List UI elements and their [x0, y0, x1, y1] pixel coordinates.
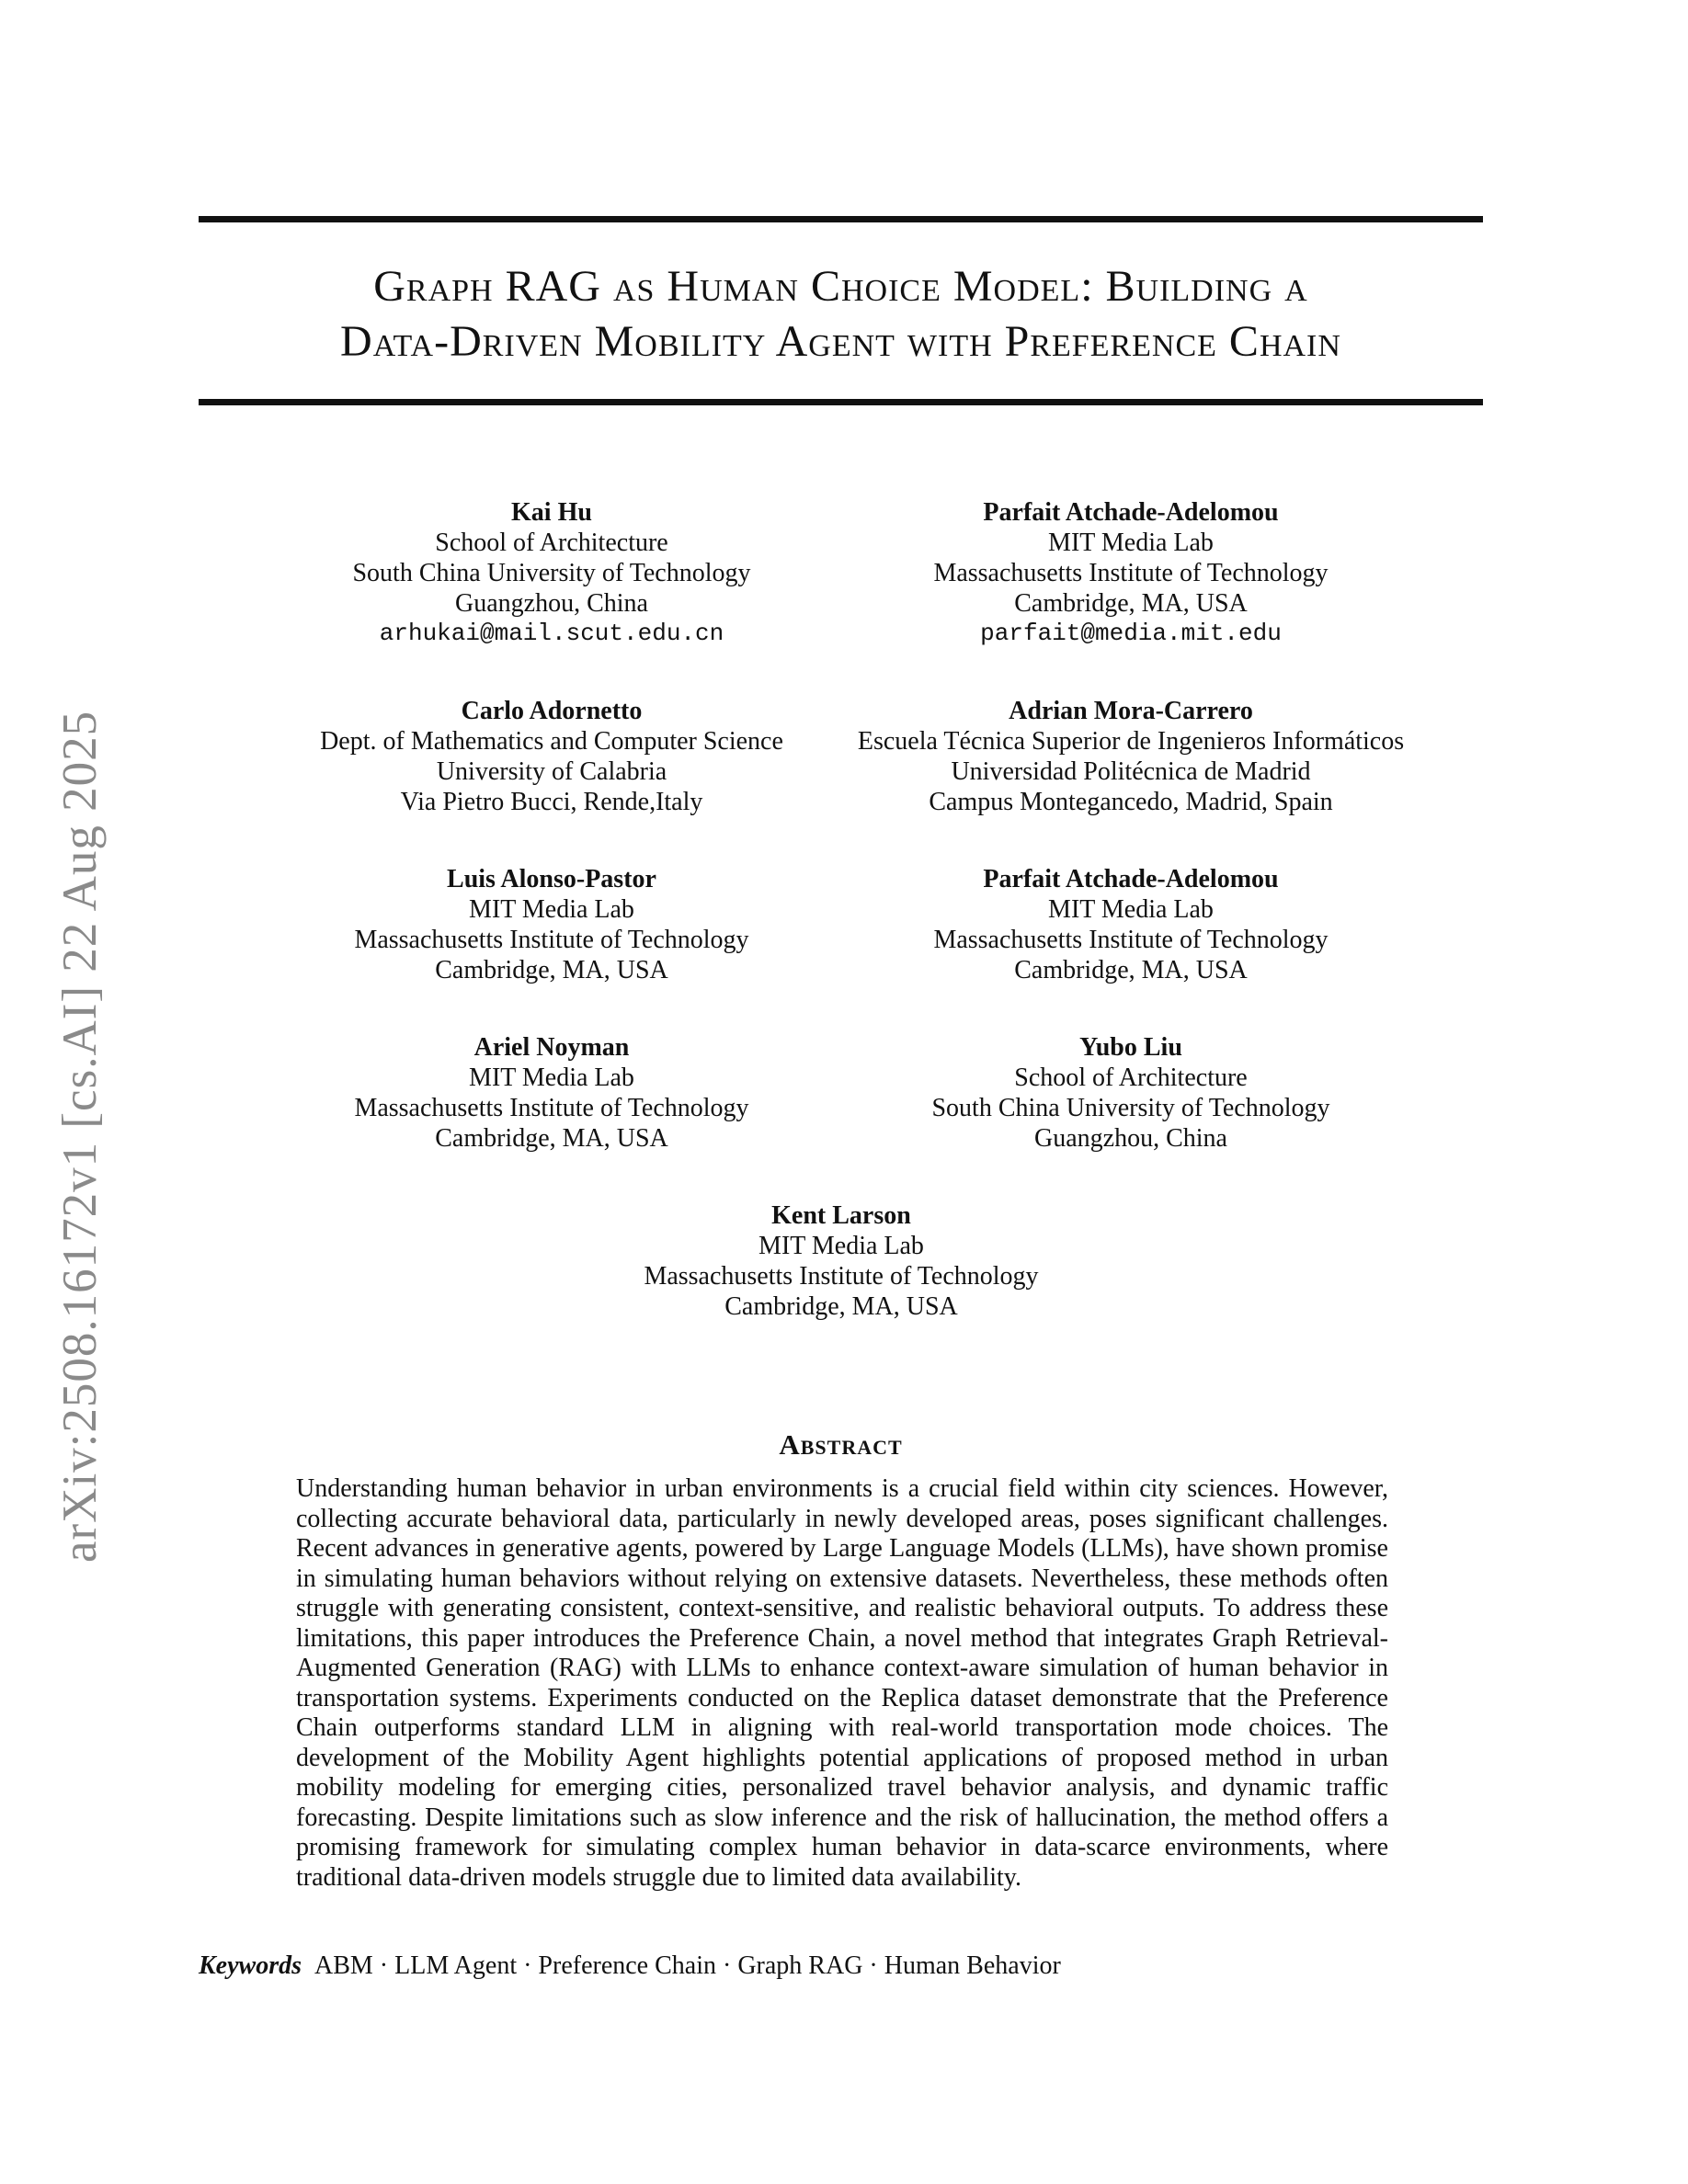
author-affiliation-line: University of Calabria — [436, 757, 667, 786]
author-name: Kai Hu — [511, 498, 592, 527]
abstract-text: Understanding human behavior in urban environments is a crucial field within city sciences. However, collecting accurate behavioral data, particularly in newly developed areas, poses significant challenges. Recent advances in generative agents, powered by Large Language Models (LLMs), have shown promise in simulating human behaviors without relying on extensive datasets. Nevertheless, these methods often struggle with generating consistent, context-sensitive, and realistic behavioral outputs. To address these limitations, this paper introduces the Preference Chain, a novel method that integrates Graph Retrieval-Augmented Generation (RAG) with LLMs to enhance context-aware simulation of human behavior in transportation systems. Experiments conducted on the Replica dataset demonstrate that the Preference Chain outperforms standard LLM in aligning with real-world transportation mode choices. The development of the Mobility Agent highlights potential applications of proposed method in urban mobility modeling for emerging cities, personalized travel behavior analysis, and dynamic traffic forecasting. Despite limitations such as slow inference and the risk of hallucination, the method offers a promising framework for simulating complex human behavior in data-scarce environments, where traditional data-driven models struggle due to limited data availability. — [296, 1474, 1388, 1892]
author-affiliation-line: Escuela Técnica Superior de Ingenieros Informáticos — [857, 727, 1405, 756]
author-affiliation-line: Massachusetts Institute of Technology — [933, 559, 1329, 587]
author-block-adrian-mora-carrero — [818, 696, 1443, 817]
author-affiliation-line: Massachusetts Institute of Technology — [354, 926, 749, 954]
author-email: arhukai@mail.scut.edu.cn — [379, 620, 724, 647]
author-affiliation-line: Dept. of Mathematics and Computer Science — [320, 727, 783, 756]
author-block-parfait-atchade-adelomou-2 — [818, 864, 1443, 985]
author-affiliation-line: Guangzhou, China — [1034, 1124, 1227, 1153]
author-block-ariel-noyman — [239, 1032, 864, 1154]
author-block-yubo-liu — [818, 1032, 1443, 1154]
author-affiliation-line: MIT Media Lab — [469, 1064, 634, 1092]
arxiv-identifier-stamp: arXiv:2508.16172v1 [cs.AI] 22 Aug 2025 — [53, 710, 107, 1563]
author-affiliation-line: MIT Media Lab — [469, 895, 634, 924]
title-top-rule — [199, 216, 1483, 222]
author-block-kent-larson — [524, 1200, 1158, 1322]
author-affiliation-line: South China University of Technology — [931, 1094, 1330, 1122]
author-affiliation-line: School of Architecture — [435, 529, 668, 557]
keywords-line — [199, 1951, 1061, 1982]
author-email: parfait@media.mit.edu — [980, 620, 1282, 647]
author-affiliation-line: Massachusetts Institute of Technology — [644, 1262, 1039, 1291]
author-name: Carlo Adornetto — [461, 697, 643, 725]
author-block-carlo-adornetto — [239, 696, 864, 817]
author-affiliation-line: MIT Media Lab — [1048, 529, 1214, 557]
author-block-kai-hu — [239, 497, 864, 649]
author-affiliation-line: Massachusetts Institute of Technology — [933, 926, 1329, 954]
author-block-parfait-atchade-adelomou — [818, 497, 1443, 649]
author-affiliation-line: MIT Media Lab — [758, 1232, 924, 1260]
author-name: Kent Larson — [771, 1201, 911, 1230]
author-affiliation-line: School of Architecture — [1014, 1064, 1248, 1092]
author-affiliation-line: Cambridge, MA, USA — [435, 956, 668, 984]
author-block-luis-alonso-pastor — [239, 864, 864, 985]
author-affiliation-line: Guangzhou, China — [455, 589, 648, 618]
author-affiliation-line: Cambridge, MA, USA — [724, 1292, 958, 1321]
title-bottom-rule — [199, 399, 1483, 405]
author-name: Yubo Liu — [1079, 1033, 1182, 1062]
keywords-label: Keywords — [199, 1951, 302, 1980]
paper-title-line-1: Graph RAG as Human Choice Model: Building a — [373, 262, 1308, 311]
author-affiliation-line: Cambridge, MA, USA — [1014, 589, 1248, 618]
author-name: Ariel Noyman — [473, 1033, 630, 1062]
author-affiliation-line: Via Pietro Bucci, Rende,Italy — [400, 788, 703, 816]
author-name: Parfait Atchade-Adelomou — [983, 865, 1279, 893]
author-affiliation-line: Cambridge, MA, USA — [435, 1124, 668, 1153]
author-affiliation-line: Universidad Politécnica de Madrid — [951, 757, 1311, 786]
paper-title — [199, 259, 1483, 370]
abstract-heading: Abstract — [779, 1428, 903, 1461]
paper-title-line-2: Data-Driven Mobility Agent with Preference Chain — [340, 317, 1341, 366]
author-affiliation-line: South China University of Technology — [352, 559, 751, 587]
author-affiliation-line: MIT Media Lab — [1048, 895, 1214, 924]
author-name: Parfait Atchade-Adelomou — [983, 498, 1279, 527]
author-name: Luis Alonso-Pastor — [447, 865, 656, 893]
author-affiliation-line: Campus Montegancedo, Madrid, Spain — [929, 788, 1333, 816]
author-name: Adrian Mora-Carrero — [1009, 697, 1253, 725]
keywords-text: ABM · LLM Agent · Preference Chain · Graph RAG · Human Behavior — [314, 1951, 1061, 1980]
author-affiliation-line: Massachusetts Institute of Technology — [354, 1094, 749, 1122]
author-affiliation-line: Cambridge, MA, USA — [1014, 956, 1248, 984]
